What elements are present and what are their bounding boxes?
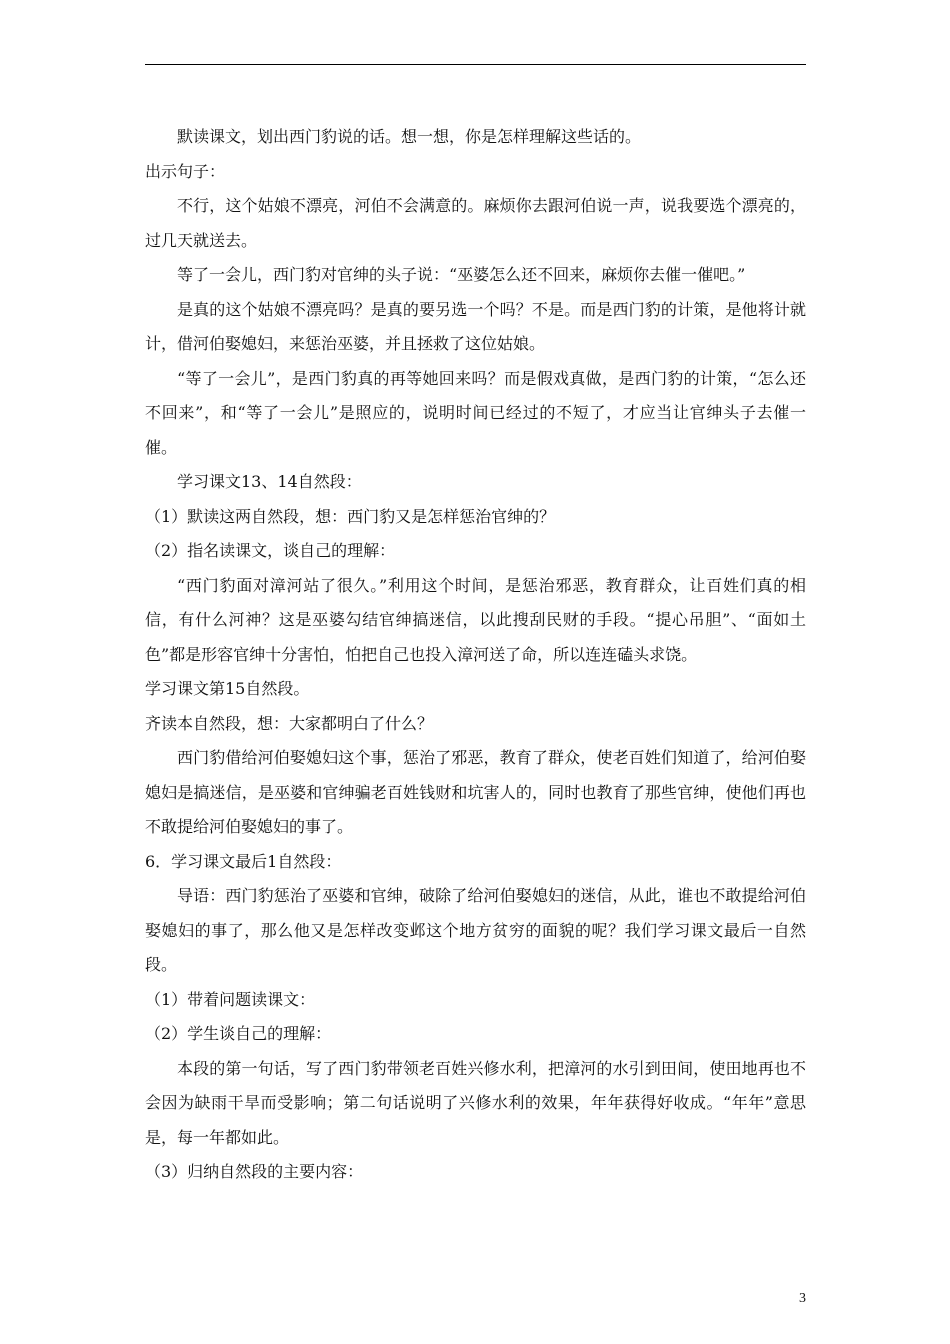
paragraph: 出示句子： (145, 161, 226, 181)
section-heading: 学习课文13、14自然段： (177, 472, 362, 491)
section-heading: 学习课文第15自然段。 (145, 679, 310, 698)
paragraph: “等了一会儿”，是西门豹真的再等她回来吗？而是假戏真做，是西门豹的计策，“怎么还不回来”，和“等了一会儿”是照应的，说明时间已经过的不短了，才应当让官绅头子去催一催。 (145, 368, 806, 457)
list-item: （1）默读这两自然段，想：西门豹又是怎样惩治官绅的？ (145, 506, 556, 526)
paragraph: 西门豹借给河伯娶媳妇这个事，惩治了邪恶，教育了群众，使老百姓们知道了，给河伯娶媳妇是搞迷信，是巫婆和官绅骗老百姓钱财和坑害人的，同时也教育了那些官绅，使他们再也不敢提给河伯娶媳妇的事了。 (145, 748, 806, 836)
section-heading: 6．学习课文最后1自然段： (145, 851, 342, 871)
header-rule (145, 64, 806, 65)
document-body (145, 120, 806, 1190)
paragraph: 齐读本自然段，想：大家都明白了什么？ (145, 713, 434, 733)
paragraph: 本段的第一句话，写了西门豹带领老百姓兴修水利，把漳河的水引到田间，使田地再也不会因为缺雨干旱而受影响；第二句话说明了兴修水利的效果，年年获得好收成。“年年”意思是，每一年都如此。 (145, 1058, 806, 1147)
paragraph: “西门豹面对漳河站了很久。”利用这个时间，是惩治邪恶，教育群众，让百姓们真的相信，有什么河神？这是巫婆勾结官绅搞迷信，以此搜刮民财的手段。“提心吊胆”、“面如土色”都是形容官绅十分害怕，怕把自己也投入漳河送了命，所以连连磕头求饶。 (145, 575, 806, 664)
page-number: 3 (799, 1291, 806, 1306)
list-item: （2）学生谈自己的理解： (145, 1024, 332, 1043)
list-item: （2）指名读课文，谈自己的理解： (145, 541, 396, 560)
paragraph: 导语：西门豹惩治了巫婆和官绅，破除了给河伯娶媳妇的迷信，从此，谁也不敢提给河伯娶媳妇的事了，那么他又是怎样改变邺这个地方贫穷的面貌的呢？我们学习课文最后一自然段。 (145, 886, 806, 974)
paragraph: 是真的这个姑娘不漂亮吗？是真的要另选一个吗？不是。而是西门豹的计策，是他将计就计，借河伯娶媳妇，来惩治巫婆，并且拯救了这位姑娘。 (145, 299, 806, 353)
quoted-sentence: 等了一会儿，西门豹对官绅的头子说：“巫婆怎么还不回来，麻烦你去催一催吧。” (177, 265, 746, 284)
list-item: （1）带着问题读课文： (145, 989, 316, 1009)
paragraph: 默读课文，划出西门豹说的话。想一想，你是怎样理解这些话的。 (177, 127, 642, 146)
list-item: （3）归纳自然段的主要内容： (145, 1162, 364, 1181)
quoted-sentence: 不行，这个姑娘不漂亮，河伯不会满意的。麻烦你去跟河伯说一声，说我要选个漂亮的，过几天就送去。 (145, 196, 806, 250)
